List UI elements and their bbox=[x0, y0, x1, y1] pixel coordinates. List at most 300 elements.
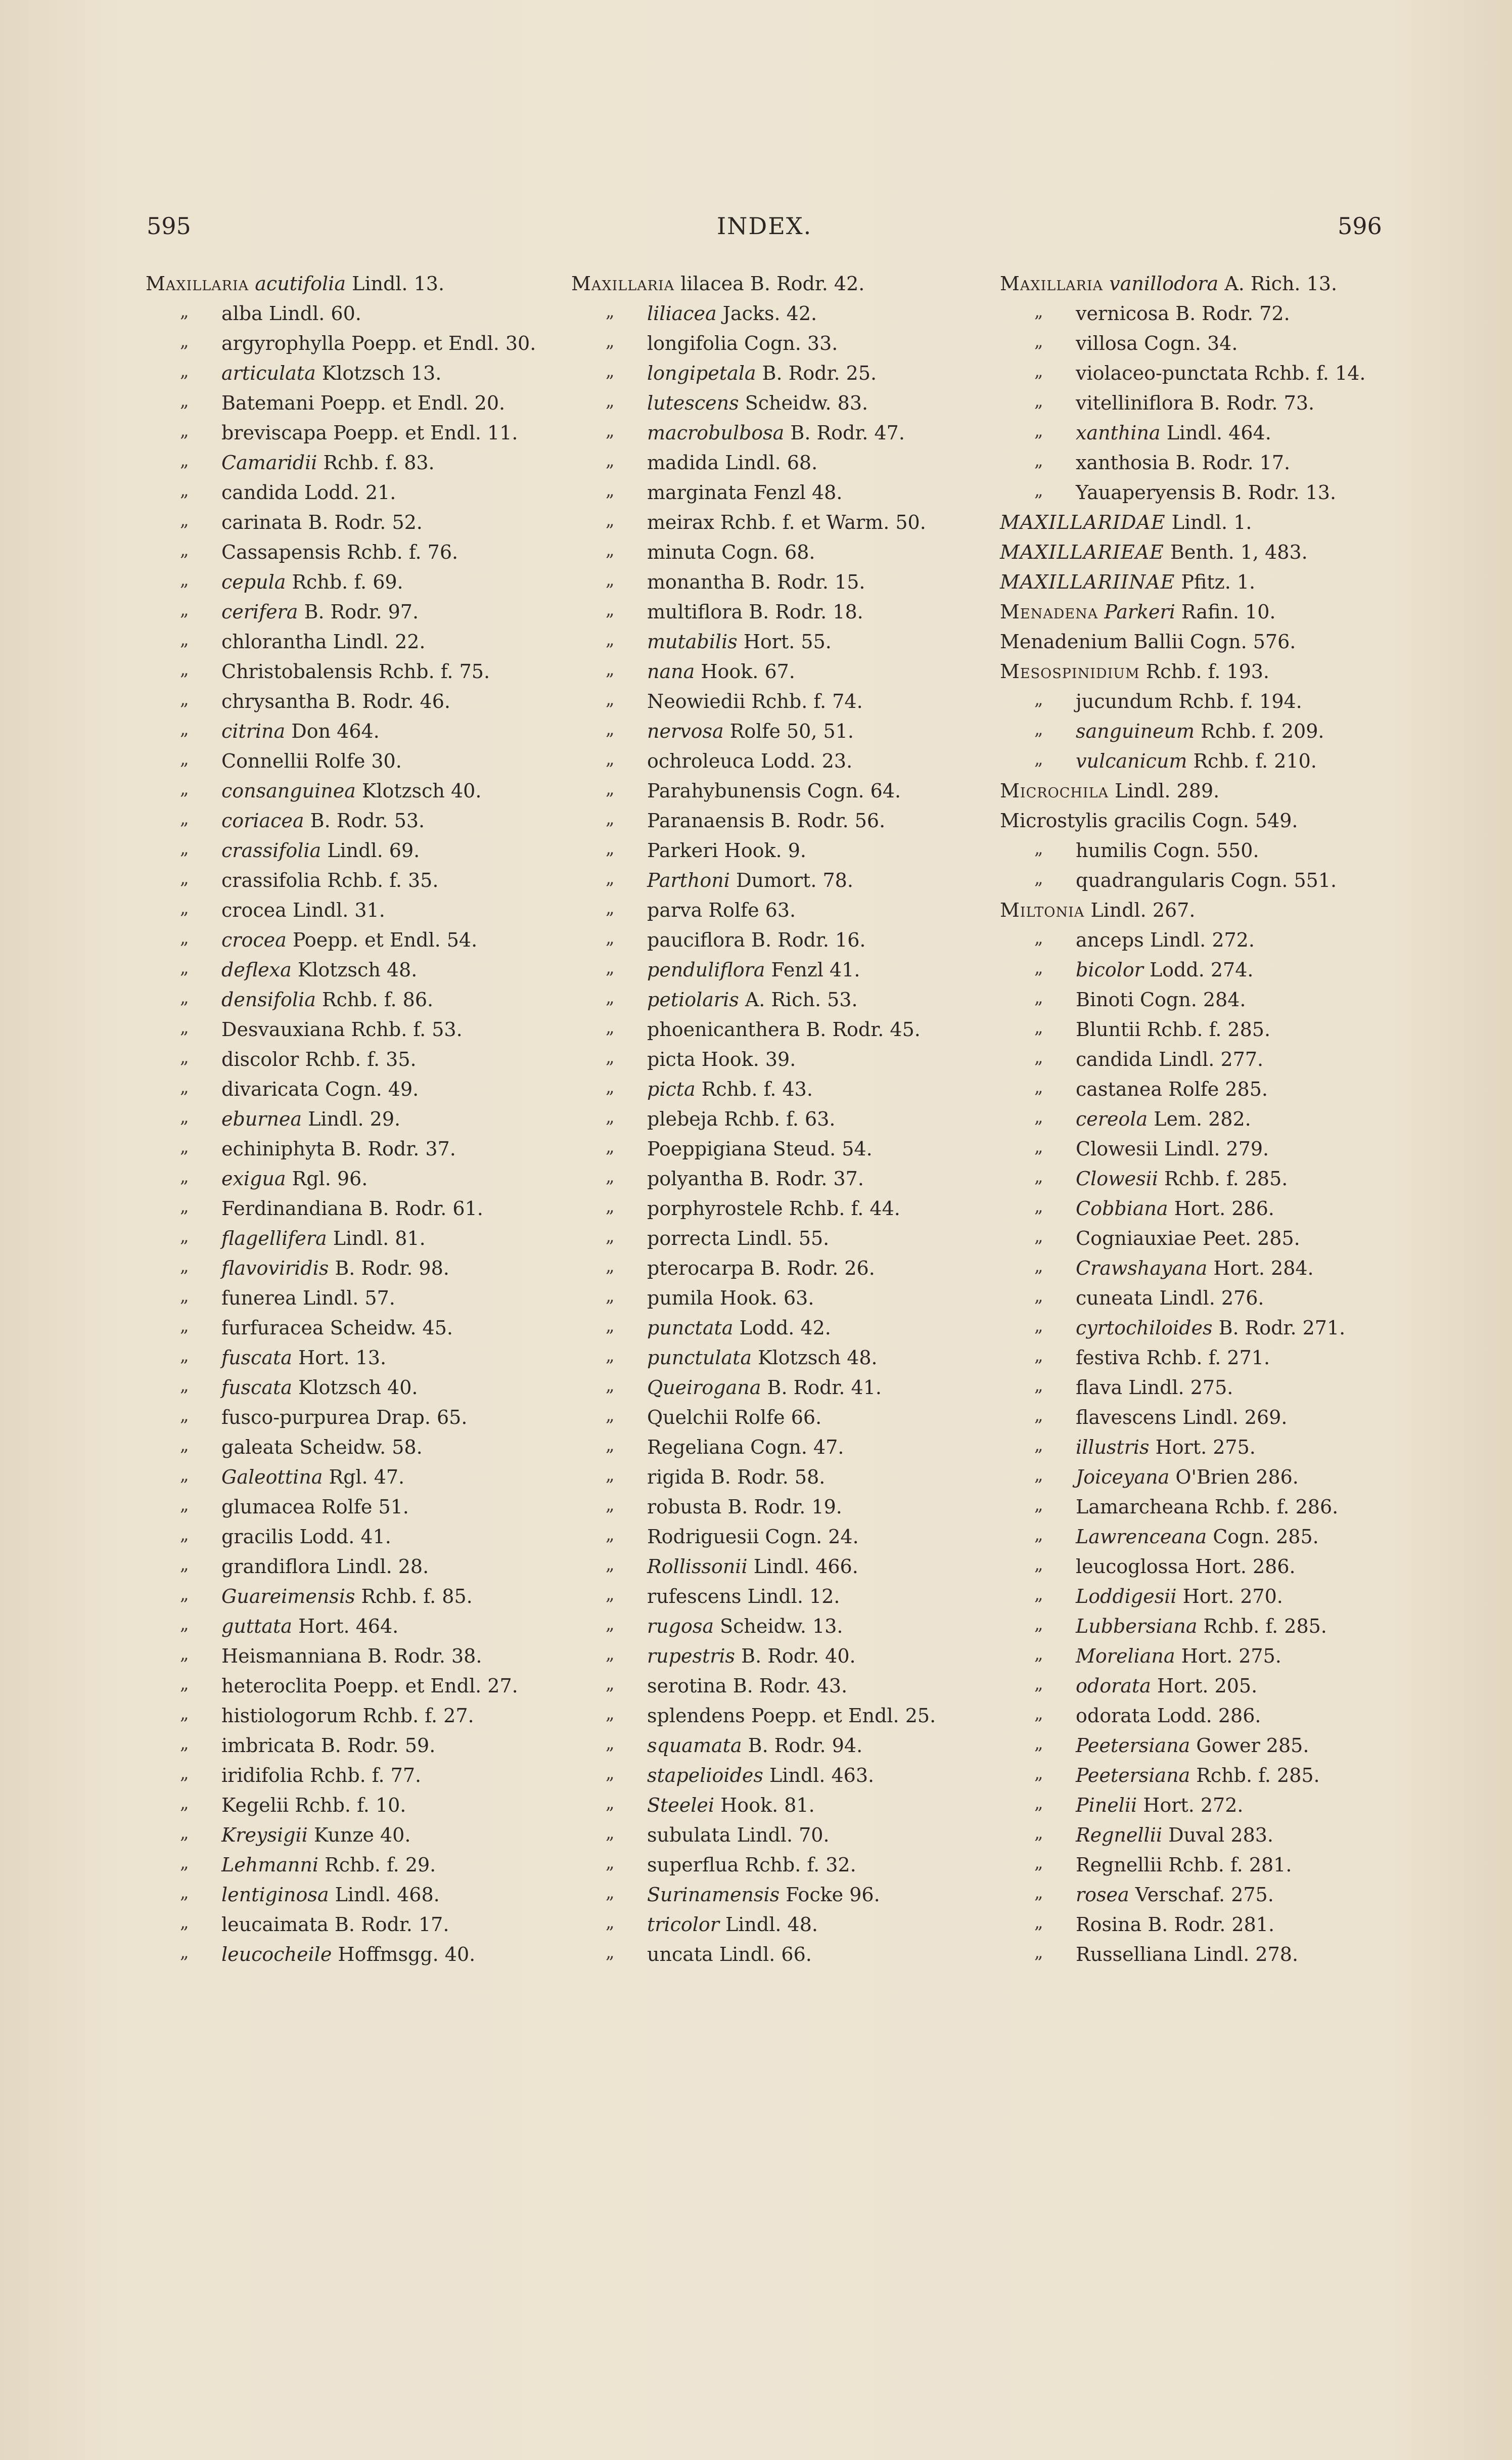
authority: Lodd. 41. bbox=[299, 1526, 391, 1548]
species-epithet: candida bbox=[1076, 1048, 1153, 1070]
authority: Poepp. et Endl. 54. bbox=[292, 929, 478, 951]
index-subentry bbox=[1000, 836, 1365, 866]
authority: Lodd. 21. bbox=[304, 481, 396, 504]
index-subentry bbox=[1000, 1224, 1365, 1254]
authority: Lindl. 463. bbox=[769, 1764, 875, 1786]
index-subentry bbox=[146, 1462, 536, 1492]
authority: Benth. 1, 483. bbox=[1170, 541, 1308, 563]
authority: B. Rodr. 41. bbox=[767, 1376, 882, 1399]
authority: Cogn. 33. bbox=[744, 332, 838, 354]
index-subentry bbox=[571, 1104, 936, 1134]
authority: Rolfe 285. bbox=[1168, 1078, 1268, 1100]
authority: Cogn. 49. bbox=[325, 1078, 419, 1100]
authority: Gower 285. bbox=[1196, 1734, 1309, 1757]
index-subentry bbox=[571, 1522, 936, 1552]
index-column-2 bbox=[571, 269, 936, 1970]
authority: B. Rodr. 16. bbox=[751, 929, 866, 951]
species-epithet: nana bbox=[647, 660, 695, 683]
authority: Rchb. f. 77. bbox=[309, 1764, 422, 1786]
index-subentry bbox=[146, 1641, 536, 1671]
authority: Lindl. 81. bbox=[333, 1227, 426, 1249]
authority: B. Rodr. 42. bbox=[750, 273, 865, 295]
authority: Lindl. 289. bbox=[1115, 780, 1220, 802]
index-subentry bbox=[146, 1313, 536, 1343]
species-epithet: rupestris bbox=[647, 1645, 736, 1667]
index-subentry bbox=[146, 359, 536, 388]
index-subentry bbox=[146, 1015, 536, 1045]
index-subentry bbox=[1000, 746, 1365, 776]
species-epithet: punctulata bbox=[647, 1347, 752, 1369]
authority: Rchb. f. 75. bbox=[378, 660, 490, 683]
authority: Don 464. bbox=[291, 720, 380, 742]
index-subentry bbox=[571, 806, 936, 836]
species-epithet: Moreliana bbox=[1076, 1645, 1175, 1667]
species-epithet: sanguineum bbox=[1076, 720, 1195, 742]
authority: Lindl. 13. bbox=[352, 273, 445, 295]
species-epithet: superflua bbox=[647, 1854, 739, 1876]
index-subentry bbox=[1000, 1492, 1365, 1522]
authority: Hook. 67. bbox=[701, 660, 795, 683]
species-epithet: deflexa bbox=[221, 959, 292, 981]
authority: Hook. 9. bbox=[724, 839, 806, 862]
species-epithet: rosea bbox=[1076, 1884, 1129, 1906]
index-subentry bbox=[1000, 418, 1365, 448]
authority: B. Rodr. 45. bbox=[806, 1018, 921, 1041]
index-subentry bbox=[571, 329, 936, 359]
authority: Lem. 282. bbox=[1154, 1108, 1251, 1130]
index-family-entry bbox=[1000, 508, 1365, 538]
authority: O'Brien 286. bbox=[1175, 1466, 1299, 1488]
species-epithet: porrecta bbox=[647, 1227, 731, 1249]
authority: Rgl. 47. bbox=[329, 1466, 405, 1488]
index-subentry bbox=[571, 478, 936, 508]
index-subentry bbox=[571, 925, 936, 955]
authority: B. Rodr. 53. bbox=[310, 810, 425, 832]
index-subentry bbox=[1000, 1343, 1365, 1373]
species-epithet: Russelliana bbox=[1076, 1943, 1187, 1965]
index-genus-entry bbox=[1000, 896, 1365, 925]
species-epithet: fuscata bbox=[221, 1347, 292, 1369]
authority: B. Rodr. 73. bbox=[1200, 392, 1315, 414]
authority: Rchb. f. 210. bbox=[1193, 750, 1317, 772]
authority: Hook. 81. bbox=[720, 1794, 815, 1816]
authority: Lindl. 57. bbox=[302, 1287, 395, 1309]
index-genus-entry bbox=[146, 269, 536, 299]
authority: Lindl. 275. bbox=[1128, 1376, 1233, 1399]
authority: Cogn. 68. bbox=[721, 541, 815, 563]
index-subentry bbox=[146, 1224, 536, 1254]
authority: Rchb. f. 32. bbox=[745, 1854, 856, 1876]
species-epithet: Binoti bbox=[1076, 989, 1134, 1011]
authority: Scheidw. 83. bbox=[745, 392, 868, 414]
species-epithet: meirax bbox=[647, 511, 714, 533]
species-epithet: funerea bbox=[221, 1287, 297, 1309]
index-subentry bbox=[1000, 925, 1365, 955]
index-subentry bbox=[571, 1224, 936, 1254]
species-epithet: squamata bbox=[647, 1734, 742, 1757]
species-epithet: humilis bbox=[1076, 839, 1147, 862]
species-epithet: furfuracea bbox=[221, 1317, 324, 1339]
index-subentry bbox=[571, 359, 936, 388]
species-epithet: Bluntii bbox=[1076, 1018, 1141, 1041]
authority: Lindl. 272. bbox=[1150, 929, 1255, 951]
index-subentry bbox=[146, 1701, 536, 1731]
species-epithet: jucundum bbox=[1076, 690, 1173, 712]
species-epithet: acutifolia bbox=[255, 273, 346, 295]
index-subentry bbox=[1000, 1671, 1365, 1701]
index-subentry bbox=[146, 985, 536, 1015]
species-epithet: coriacea bbox=[221, 810, 304, 832]
species-epithet: Camaridii bbox=[221, 452, 317, 474]
species-epithet: leucaimata bbox=[221, 1913, 329, 1936]
species-epithet: vitelliniflora bbox=[1076, 392, 1194, 414]
index-subentry bbox=[1000, 1522, 1365, 1552]
index-subentry bbox=[1000, 1761, 1365, 1791]
species-epithet: minuta bbox=[647, 541, 716, 563]
species-epithet: xanthosia bbox=[1076, 452, 1170, 474]
authority: B. Rodr. 59. bbox=[320, 1734, 436, 1757]
authority: Hort. 284. bbox=[1213, 1257, 1314, 1279]
species-epithet: vernicosa bbox=[1076, 302, 1170, 325]
authority: Lindl. 48. bbox=[725, 1913, 818, 1936]
authority: Rolfe 30. bbox=[314, 750, 402, 772]
authority: Scheidw. 58. bbox=[299, 1436, 423, 1458]
species-epithet: Rollissonii bbox=[647, 1555, 748, 1578]
index-subentry bbox=[146, 1522, 536, 1552]
authority: B. Rodr. 47. bbox=[790, 422, 905, 444]
authority: B. Rodr. 26. bbox=[760, 1257, 875, 1279]
species-epithet: cepula bbox=[221, 571, 286, 593]
index-subentry bbox=[146, 955, 536, 985]
index-subentry bbox=[571, 1761, 936, 1791]
page-number-right: 596 bbox=[1338, 212, 1382, 240]
species-epithet: madida bbox=[647, 452, 719, 474]
index-subentry bbox=[571, 955, 936, 985]
authority: B. Rodr. 94. bbox=[748, 1734, 863, 1757]
authority: B. Rodr. 37. bbox=[341, 1138, 456, 1160]
species-epithet: lutescens bbox=[647, 392, 739, 414]
index-subentry bbox=[146, 1671, 536, 1701]
index-subentry bbox=[1000, 1701, 1365, 1731]
species-epithet: galeata bbox=[221, 1436, 294, 1458]
species-epithet: citrina bbox=[221, 720, 286, 742]
authority: Hort. 270. bbox=[1182, 1585, 1283, 1607]
index-subentry bbox=[146, 836, 536, 866]
species-epithet: splendens bbox=[647, 1705, 745, 1727]
authority: A. Rich. 13. bbox=[1224, 273, 1338, 295]
species-epithet: lilacea bbox=[680, 273, 744, 295]
authority: Hort. 464. bbox=[298, 1615, 399, 1637]
species-epithet: Parahybunensis bbox=[647, 780, 801, 802]
index-subentry bbox=[146, 896, 536, 925]
authority: B. Rodr. 271. bbox=[1218, 1317, 1346, 1339]
species-epithet: rugosa bbox=[647, 1615, 714, 1637]
authority: Cogn. 285. bbox=[1213, 1526, 1319, 1548]
species-epithet: odorata bbox=[1076, 1675, 1151, 1697]
authority: Rchb. f. 285. bbox=[1196, 1764, 1320, 1786]
authority: Lindl. 55. bbox=[737, 1227, 830, 1249]
index-column-3 bbox=[1000, 269, 1365, 1970]
species-epithet: Queirogana bbox=[647, 1376, 761, 1399]
authority: Lindl. 466. bbox=[753, 1555, 858, 1578]
authority: B. Rodr. 52. bbox=[308, 511, 423, 533]
index-subentry bbox=[1000, 1820, 1365, 1850]
index-entry bbox=[1000, 627, 1365, 657]
authority: Fenzl 41. bbox=[771, 959, 860, 981]
index-subentry bbox=[571, 1612, 936, 1641]
index-subentry bbox=[571, 717, 936, 746]
species-epithet: crassifolia bbox=[221, 869, 322, 891]
species-epithet: monantha bbox=[647, 571, 745, 593]
species-epithet: Joiceyana bbox=[1076, 1466, 1170, 1488]
index-subentry bbox=[1000, 1910, 1365, 1940]
index-subentry bbox=[571, 1164, 936, 1194]
index-family-entry bbox=[1000, 538, 1365, 567]
authority: Rchb. f. 27. bbox=[362, 1705, 474, 1727]
genus-name: Menadena bbox=[1000, 601, 1098, 623]
authority: Rchb. f. 35. bbox=[327, 869, 439, 891]
species-epithet: crocea bbox=[221, 899, 287, 921]
genus-name: Maxillaria bbox=[146, 273, 249, 295]
species-epithet: tricolor bbox=[647, 1913, 719, 1936]
authority: Rchb. f. 83. bbox=[323, 452, 435, 474]
genus-name: Miltonia bbox=[1000, 899, 1085, 921]
authority: Poepp. et Endl. 30. bbox=[351, 332, 536, 354]
species-epithet: Lehmanni bbox=[221, 1854, 318, 1876]
index-subentry bbox=[571, 299, 936, 329]
authority: Klotzsch 40. bbox=[298, 1376, 418, 1399]
index-subentry bbox=[571, 746, 936, 776]
species-epithet: Regnellii bbox=[1076, 1824, 1162, 1846]
authority: Poepp. et Endl. 11. bbox=[333, 422, 518, 444]
authority: Lodd. 42. bbox=[739, 1317, 831, 1339]
species-epithet: anceps bbox=[1076, 929, 1144, 951]
index-subentry bbox=[1000, 448, 1365, 478]
authority: B. Rodr. 97. bbox=[304, 601, 419, 623]
authority: Hort. 275. bbox=[1181, 1645, 1281, 1667]
species-epithet: penduliflora bbox=[647, 959, 765, 981]
index-subentry bbox=[146, 1820, 536, 1850]
species-epithet: eburnea bbox=[221, 1108, 302, 1130]
species-epithet: cereola bbox=[1076, 1108, 1148, 1130]
authority: B. Rodr. 43. bbox=[732, 1675, 848, 1697]
authority: Drap. 65. bbox=[376, 1406, 468, 1428]
authority: Duval 283. bbox=[1168, 1824, 1273, 1846]
index-subentry bbox=[146, 388, 536, 418]
index-subentry bbox=[1000, 478, 1365, 508]
index-subentry bbox=[1000, 1164, 1365, 1194]
authority: Rchb. f. 10. bbox=[295, 1794, 406, 1816]
authority: B. Rodr. 15. bbox=[751, 571, 865, 593]
authority: Cogn. 550. bbox=[1153, 839, 1259, 862]
index-subentry bbox=[1000, 359, 1365, 388]
species-epithet: festiva bbox=[1076, 1347, 1140, 1369]
species-epithet: stapelioides bbox=[647, 1764, 763, 1786]
authority: Poepp. et Endl. 25. bbox=[751, 1705, 936, 1727]
species-epithet: exigua bbox=[221, 1168, 286, 1190]
index-column-1 bbox=[146, 269, 536, 1970]
index-subentry bbox=[571, 776, 936, 806]
species-epithet: Regeliana bbox=[647, 1436, 745, 1458]
index-genus-entry bbox=[1000, 597, 1365, 627]
authority: Cogn. 47. bbox=[750, 1436, 844, 1458]
species-epithet: imbricata bbox=[221, 1734, 315, 1757]
species-epithet: Lubbersiana bbox=[1076, 1615, 1198, 1637]
authority: Rchb. f. 193. bbox=[1146, 660, 1270, 683]
index-subentry bbox=[571, 1194, 936, 1224]
page-number-left: 595 bbox=[147, 212, 191, 240]
index-subentry bbox=[1000, 329, 1365, 359]
species-epithet: subulata bbox=[647, 1824, 731, 1846]
species-epithet: Guareimensis bbox=[221, 1585, 355, 1607]
index-subentry bbox=[1000, 1582, 1365, 1612]
authority: Rchb. f. 44. bbox=[789, 1197, 900, 1220]
index-subentry bbox=[146, 1761, 536, 1791]
authority: B. Rodr. 72. bbox=[1175, 302, 1290, 325]
index-subentry bbox=[146, 687, 536, 717]
species-epithet: Cobbiana bbox=[1076, 1197, 1168, 1220]
species-epithet: porphyrostele bbox=[647, 1197, 783, 1220]
authority: Dumort. 78. bbox=[736, 869, 853, 891]
index-subentry bbox=[1000, 388, 1365, 418]
authority: Rchb. f. 86. bbox=[322, 989, 434, 1011]
index-subentry bbox=[146, 1045, 536, 1075]
species-epithet: Neowiedii bbox=[647, 690, 746, 712]
species-epithet: flavoviridis bbox=[221, 1257, 329, 1279]
species-epithet: polyantha bbox=[647, 1168, 744, 1190]
genus-name: Mesospinidium bbox=[1000, 660, 1140, 683]
species-epithet: carinata bbox=[221, 511, 302, 533]
index-subentry bbox=[146, 1403, 536, 1433]
authority: Rchb. f. 76. bbox=[346, 541, 459, 563]
species-epithet: Parthoni bbox=[647, 869, 730, 891]
species-epithet: multiflora bbox=[647, 601, 743, 623]
index-genus-entry bbox=[571, 269, 936, 299]
species-epithet: Yauaperyensis bbox=[1076, 481, 1216, 504]
authority: Scheidw. 13. bbox=[720, 1615, 843, 1637]
authority: Poepp. et Endl. 27. bbox=[333, 1675, 518, 1697]
species-epithet: Lawrenceana bbox=[1076, 1526, 1207, 1548]
species-epithet: gracilis bbox=[221, 1526, 294, 1548]
family-name: MAXILLARIEAE bbox=[1000, 541, 1164, 563]
authority: Lindl. 70. bbox=[737, 1824, 830, 1846]
index-subentry bbox=[571, 896, 936, 925]
family-name: MAXILLARIDAE bbox=[1000, 511, 1166, 533]
species-epithet: pauciflora bbox=[647, 929, 745, 951]
index-subentry bbox=[146, 1582, 536, 1612]
species-epithet: fuscata bbox=[221, 1376, 292, 1399]
index-subentry bbox=[146, 806, 536, 836]
index-subentry bbox=[571, 597, 936, 627]
species-epithet: Galeottina bbox=[221, 1466, 323, 1488]
authority: Rchb. f. 271. bbox=[1146, 1347, 1270, 1369]
species-epithet: Quelchii bbox=[647, 1406, 728, 1428]
index-subentry bbox=[571, 1283, 936, 1313]
species-epithet: Parkeri bbox=[647, 839, 718, 862]
species-epithet: bicolor bbox=[1076, 959, 1143, 981]
index-subentry bbox=[571, 448, 936, 478]
index-subentry bbox=[146, 1075, 536, 1104]
species-epithet: candida bbox=[221, 481, 298, 504]
species-epithet: Parkeri bbox=[1104, 601, 1175, 623]
index-genus-entry bbox=[1000, 657, 1365, 687]
index-subentry bbox=[1000, 985, 1365, 1015]
index-subentry bbox=[146, 1850, 536, 1880]
authority: Cogn. 34. bbox=[1144, 332, 1238, 354]
index-subentry bbox=[146, 1134, 536, 1164]
species-epithet: violaceo-punctata bbox=[1076, 362, 1249, 384]
index-subentry bbox=[571, 1254, 936, 1283]
index-subentry bbox=[146, 1791, 536, 1820]
species-epithet: phoenicanthera bbox=[647, 1018, 800, 1041]
species-epithet: Steelei bbox=[647, 1794, 715, 1816]
species-epithet: ochroleuca bbox=[647, 750, 755, 772]
species-epithet: macrobulbosa bbox=[647, 422, 785, 444]
species-epithet: Clowesii bbox=[1076, 1168, 1158, 1190]
authority: Verschaf. 275. bbox=[1135, 1884, 1274, 1906]
authority: Lindl. 66. bbox=[719, 1943, 812, 1965]
index-subentry bbox=[1000, 1850, 1365, 1880]
index-subentry bbox=[571, 1880, 936, 1910]
index-subentry bbox=[1000, 1612, 1365, 1641]
index-subentry bbox=[146, 1612, 536, 1641]
species-epithet: lentiginosa bbox=[221, 1884, 329, 1906]
authority: Jacks. 42. bbox=[722, 302, 817, 325]
species-epithet: liliacea bbox=[647, 302, 717, 325]
index-subentry bbox=[571, 1433, 936, 1462]
species-epithet: Rosina bbox=[1076, 1913, 1142, 1936]
index-subentry bbox=[1000, 687, 1365, 717]
authority: Klotzsch 40. bbox=[361, 780, 482, 802]
genus-name: Maxillaria bbox=[571, 273, 675, 295]
genus-name: Maxillaria bbox=[1000, 273, 1104, 295]
authority: Rchb. f. 286. bbox=[1214, 1496, 1339, 1518]
authority: B. Rodr. 281. bbox=[1148, 1913, 1275, 1936]
authority: Cogn. 64. bbox=[807, 780, 901, 802]
species-epithet: Peetersiana bbox=[1076, 1734, 1190, 1757]
species-epithet: castanea bbox=[1076, 1078, 1162, 1100]
index-subentry bbox=[571, 1045, 936, 1075]
index-subentry bbox=[146, 1492, 536, 1522]
authority: Hort. 205. bbox=[1157, 1675, 1258, 1697]
authority: Lodd. 286. bbox=[1157, 1705, 1261, 1727]
authority: B. Rodr. 25. bbox=[762, 362, 877, 384]
species-epithet: Lamarcheana bbox=[1076, 1496, 1209, 1518]
species-epithet: Clowesii bbox=[1076, 1138, 1158, 1160]
authority: Klotzsch 48. bbox=[297, 959, 418, 981]
authority: Lindl. 22. bbox=[333, 631, 426, 653]
index-subentry bbox=[571, 1373, 936, 1403]
species-epithet: illustris bbox=[1076, 1436, 1150, 1458]
index-subentry bbox=[146, 746, 536, 776]
index-subentry bbox=[571, 1940, 936, 1970]
species-epithet: robusta bbox=[647, 1496, 722, 1518]
index-entry bbox=[1000, 806, 1365, 836]
index-subentry bbox=[1000, 1045, 1365, 1075]
species-epithet: Peetersiana bbox=[1076, 1764, 1190, 1786]
index-subentry bbox=[571, 1850, 936, 1880]
authority: Poepp. et Endl. 20. bbox=[320, 392, 506, 414]
index-subentry bbox=[571, 418, 936, 448]
species-epithet: consanguinea bbox=[221, 780, 356, 802]
index-subentry bbox=[1000, 717, 1365, 746]
index-subentry bbox=[146, 329, 536, 359]
index-subentry bbox=[146, 776, 536, 806]
authority: Klotzsch 13. bbox=[322, 362, 442, 384]
index-subentry bbox=[571, 1641, 936, 1671]
species-epithet: picta bbox=[647, 1048, 696, 1070]
species-epithet: Heismanniana bbox=[221, 1645, 361, 1667]
